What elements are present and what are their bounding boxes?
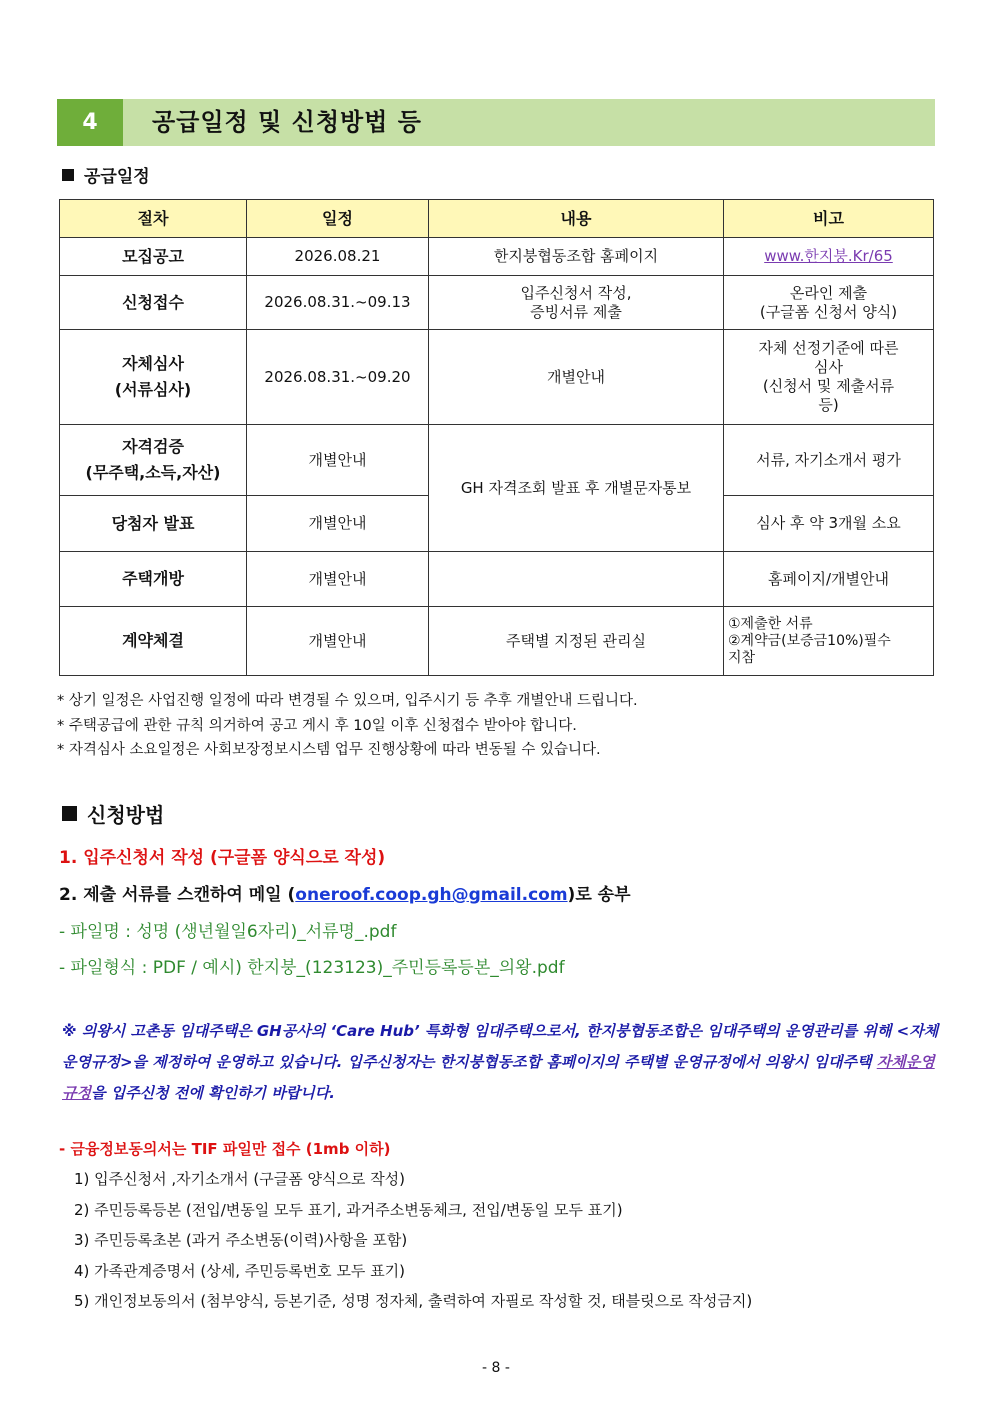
step-2-prefix: 2. 제출 서류를 스캔하여 메일 (: [59, 885, 296, 905]
cell-date: 2026.08.31.~09.20: [247, 330, 429, 425]
cell-date: 개별안내: [247, 496, 429, 552]
square-bullet-icon: [62, 806, 77, 821]
cell-note: ①제출한 서류 ②계약금(보증금10%)필수 지참: [724, 607, 934, 676]
step-1: 1. 입주신청서 작성 (구글폼 양식으로 작성): [59, 848, 386, 868]
schedule-notes: [57, 689, 638, 763]
header-step: 절차: [60, 200, 247, 238]
cell-step: 계약체결: [60, 607, 247, 676]
cell-note: 심사 후 약 3개월 소요: [724, 496, 934, 552]
header-date: 일정: [247, 200, 429, 238]
cell-note: 자체 선정기준에 따른 심사 (신청서 및 제출서류 등): [724, 330, 934, 425]
regulation-link[interactable]: 자체운영규정: [62, 1053, 935, 1102]
square-bullet-icon: [62, 169, 74, 181]
cell-step: 자체심사 (서류심사): [60, 330, 247, 425]
cell-step: 자격검증 (무주택,소득,자산): [60, 425, 247, 496]
method-heading: 신청방법: [62, 799, 164, 828]
cell-note: 서류, 자기소개서 평가: [724, 425, 934, 496]
table-row: [60, 238, 934, 276]
notice-text-end: 을 입주신청 전에 확인하기 바랍니다.: [90, 1084, 335, 1102]
list-item: 1) 입주신청서 ,자기소개서 (구글폼 양식으로 작성): [74, 1170, 406, 1188]
cell-content: [429, 552, 724, 607]
list-item: 2) 주민등록등본 (전입/변동일 모두 표기, 과거주소변동체크, 전입/변동일 모두 표기): [74, 1200, 623, 1219]
step-2-suffix: )로 송부: [567, 885, 631, 905]
page-number: - 8 -: [482, 1360, 510, 1376]
cell-content: 주택별 지정된 관리실: [429, 607, 724, 676]
section-number: 4: [57, 99, 123, 146]
filename-rule: - 파일명 : 성명 (생년월일6자리)_서류명_.pdf: [59, 922, 397, 942]
cell-note: 온라인 제출 (구글폼 신청서 양식): [724, 276, 934, 330]
notice-text: ※ 의왕시 고촌동 임대주택은 GH공사의 ‘Care Hub’ 특화형 임대주택으로서, 한지붕협동조합은 임대주택의 운영관리를 위해 <자체운영규정>을 제정하여 운영하고 있습니다. 입주신청자는 한지붕협동조합 홈페이지의 주택별 운영규정에서 의왕시 임대주택: [62, 1022, 939, 1071]
list-item: 5) 개인정보동의서 (첨부양식, 등본기준, 성명 정자체, 출력하여 자필로 작성할 것, 태블릿으로 작성금지): [74, 1292, 753, 1310]
cell-date: 개별안내: [247, 425, 429, 496]
document-list: [74, 1164, 752, 1317]
header-content: 내용: [429, 200, 724, 238]
table-row: [60, 607, 934, 676]
table-row: [60, 552, 934, 607]
section-banner: [57, 99, 935, 146]
cell-content: 개별안내: [429, 330, 724, 425]
step-2: [59, 880, 631, 905]
note-line: * 상기 일정은 사업진행 일정에 따라 변경될 수 있으며, 입주시기 등 추후 개별안내 드립니다.: [57, 693, 638, 709]
email-link[interactable]: oneroof.coop.gh@gmail.com: [295, 885, 568, 905]
finance-note: - 금융정보동의서는 TIF 파일만 접수 (1mb 이하): [59, 1140, 391, 1158]
cell-step: 신청접수: [60, 276, 247, 330]
list-item: 4) 가족관계증명서 (상세, 주민등록번호 모두 표기): [74, 1261, 406, 1280]
cell-note: 홈페이지/개별안내: [724, 552, 934, 607]
cell-content: 입주신청서 작성, 증빙서류 제출: [429, 276, 724, 330]
cell-content: GH 자격조회 발표 후 개별문자통보: [429, 425, 724, 552]
fileformat-rule: - 파일형식 : PDF / 예시) 한지붕_(123123)_주민등록등본_의왕.pdf: [59, 958, 565, 978]
table-row: [60, 276, 934, 330]
cell-date: 2026.08.21: [247, 238, 429, 276]
table-row: [60, 425, 934, 496]
note-line: * 자격심사 소요일정은 사회보장정보시스템 업무 진행상황에 따라 변동될 수 있습니다.: [57, 742, 601, 758]
homepage-link[interactable]: www.한지붕.Kr/65: [764, 247, 893, 265]
note-line: * 주택공급에 관한 규칙 의거하여 공고 게시 후 10일 이후 신청접수 받아야 합니다.: [57, 717, 577, 734]
cell-note: [724, 238, 934, 276]
cell-step: 당첨자 발표: [60, 496, 247, 552]
cell-date: 개별안내: [247, 607, 429, 676]
operation-notice: [62, 1016, 942, 1109]
header-note: 비고: [724, 200, 934, 238]
cell-content: 한지붕협동조합 홈페이지: [429, 238, 724, 276]
cell-step: 주택개방: [60, 552, 247, 607]
cell-date: 개별안내: [247, 552, 429, 607]
schedule-heading: 공급일정: [62, 162, 150, 187]
cell-date: 2026.08.31.~09.13: [247, 276, 429, 330]
cell-step: 모집공고: [60, 238, 247, 276]
list-item: 3) 주민등록초본 (과거 주소변동(이력)사항을 포함): [74, 1231, 408, 1249]
schedule-table: [59, 199, 934, 676]
table-row: [60, 330, 934, 425]
table-header-row: [60, 200, 934, 238]
section-title: 공급일정 및 신청방법 등: [152, 108, 422, 136]
